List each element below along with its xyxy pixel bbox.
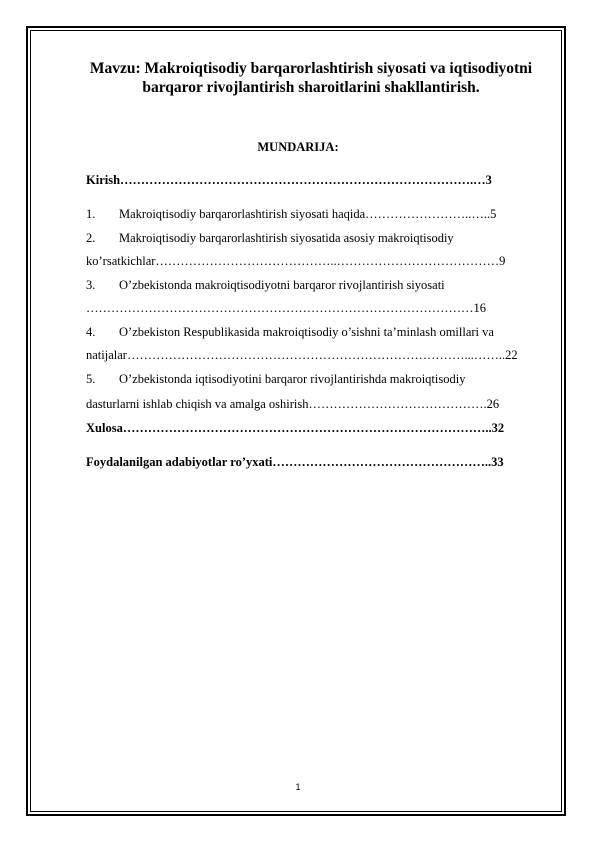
toc-entry-4 xyxy=(86,324,548,340)
toc-heading: MUNDARIJA: xyxy=(257,140,339,154)
title-line-2: barqaror rivojlantirish sharoitlarini shakllantirish. xyxy=(142,79,480,96)
toc-entry-5-continuation: dasturlarni ishlab chiqish va amalga oshirish…………………………………….26 xyxy=(86,397,500,411)
toc-entry-text: O’zbekistonda iqtisodiyotini barqaror rivojlantirishda makroiqtisodiy xyxy=(119,372,466,386)
toc-entry-text: O’zbekistonda makroiqtisodiyotni barqaror rivojlantirish siyosati xyxy=(119,278,445,292)
toc-entry-number: 5. xyxy=(86,372,96,386)
toc-entry-xulosa: Xulosa……………………………………………………………………………..32 xyxy=(86,421,505,435)
toc-entry-kirish: Kirish………………………………………………………………………….…3 xyxy=(86,173,492,187)
toc-entry-number: 3. xyxy=(86,278,96,292)
document-title xyxy=(70,59,552,97)
title-line-1: Mavzu: Makroiqtisodiy barqarorlashtirish siyosati va iqtisodiyotni xyxy=(89,60,533,77)
toc-entry-number: 4. xyxy=(86,325,96,339)
toc-entry-2 xyxy=(86,230,548,246)
toc-entry-2-continuation: ko’rsatkichlar……………………………………..…………………………………9 xyxy=(86,254,506,268)
toc-entry-number: 2. xyxy=(86,231,96,245)
toc-entry-adabiyotlar: Foydalanilgan adabiyotlar ro’yxati……………………………………………..33 xyxy=(86,455,504,469)
toc-entry-1 xyxy=(86,206,548,222)
toc-entry-text: Makroiqtisodiy barqarorlashtirish siyosatida asosiy makroiqtisodiy xyxy=(119,231,454,245)
toc-entry-number: 1. xyxy=(86,207,96,221)
toc-entry-text: O’zbekiston Respublikasida makroiqtisodiy o’sishni ta’minlash omillari va xyxy=(119,325,494,339)
toc-entry-3-continuation: …………………………………………………………………………………16 xyxy=(86,301,486,315)
toc-entry-4-continuation: natijalar………………………………………………………………………...……..22 xyxy=(86,348,518,362)
toc-entry-text: Makroiqtisodiy barqarorlashtirish siyosati haqida……………………..…..5 xyxy=(119,207,497,221)
toc-entry-5 xyxy=(86,371,548,387)
toc-entry-3 xyxy=(86,277,548,293)
page-number: 1 xyxy=(295,782,301,792)
